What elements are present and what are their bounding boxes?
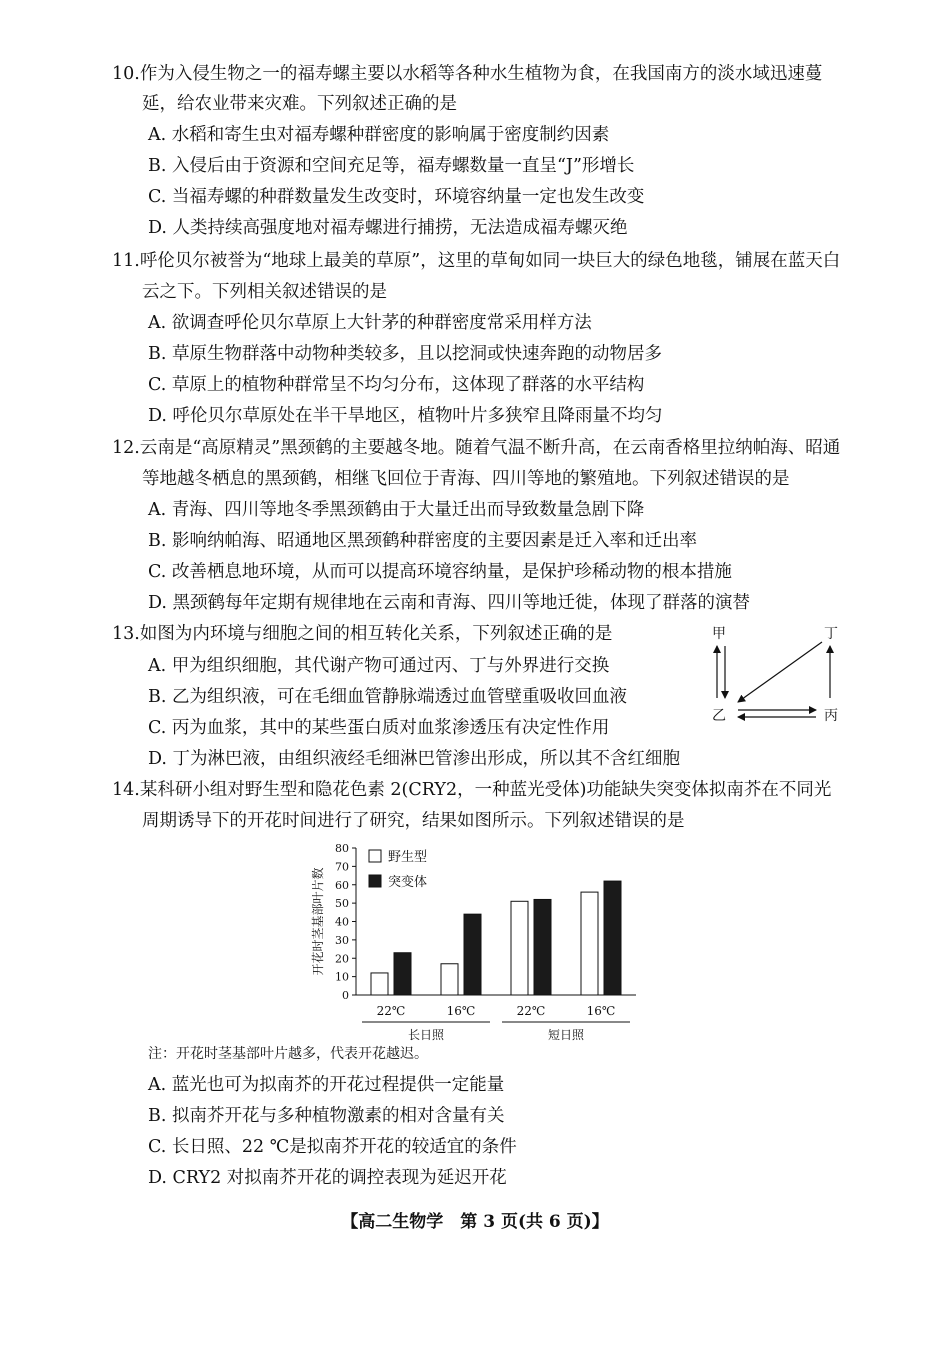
y-tick-label: 0 bbox=[342, 989, 349, 1002]
y-tick-label: 30 bbox=[335, 933, 349, 947]
y-tick-label: 10 bbox=[335, 970, 349, 984]
x-tick-label: 16℃ bbox=[446, 1004, 476, 1018]
q11-option-d: D. 呼伦贝尔草原处在半干旱地区，植物叶片多狭窄且降雨量不均匀 bbox=[148, 406, 663, 426]
legend-label: 突变体 bbox=[388, 875, 428, 890]
legend-label: 野生型 bbox=[388, 850, 428, 865]
q14-option-d: D. CRY2 对拟南芥开花的调控表现为延迟开花 bbox=[148, 1168, 507, 1188]
chart-note: 注：开花时茎基部叶片越多，代表开花越迟。 bbox=[148, 1046, 428, 1062]
q14-stem-line2: 周期诱导下的开花时间进行了研究，结果如图所示。下列叙述错误的是 bbox=[142, 811, 685, 831]
y-tick-label: 20 bbox=[335, 952, 349, 966]
q13-option-d: D. 丁为淋巴液，由组织液经毛细淋巴管渗出形成，所以其不含红细胞 bbox=[148, 749, 681, 769]
x-tick-label: 16℃ bbox=[586, 1004, 616, 1018]
q12-option-c: C. 改善栖息地环境，从而可以提高环境容纳量，是保护珍稀动物的根本措施 bbox=[148, 562, 732, 582]
bar-mutant bbox=[394, 953, 411, 995]
q13-option-b: B. 乙为组织液，可在毛细血管静脉端透过血管壁重吸收回血液 bbox=[148, 687, 627, 707]
bar-wild-type bbox=[511, 901, 528, 995]
q11-option-a: A. 欲调查呼伦贝尔草原上大针茅的种群密度常采用样方法 bbox=[148, 313, 592, 333]
q12-option-a: A. 青海、四川等地冬季黑颈鹤由于大量迁出而导致数量急剧下降 bbox=[148, 500, 645, 520]
q13-option-c: C. 丙为血浆，其中的某些蛋白质对血浆渗透压有决定性作用 bbox=[148, 718, 610, 738]
q10-option-c: C. 当福寿螺的种群数量发生改变时，环境容纳量一定也发生改变 bbox=[148, 187, 645, 207]
bar-wild-type bbox=[441, 964, 458, 995]
q14-option-c: C. 长日照、22 ℃是拟南芥开花的较适宜的条件 bbox=[148, 1137, 517, 1157]
q10-option-d: D. 人类持续高强度地对福寿螺进行捕捞，无法造成福寿螺灭绝 bbox=[148, 218, 628, 238]
y-tick-label: 50 bbox=[335, 897, 349, 911]
body-fluid-diagram bbox=[700, 620, 860, 730]
label-yi: 乙 bbox=[712, 708, 726, 724]
q10-option-b: B. 入侵后由于资源和空间充足等，福寿螺数量一直呈“J”形增长 bbox=[148, 156, 635, 176]
label-bing: 丙 bbox=[824, 708, 838, 724]
y-axis-label: 开花时茎基部叶片数 bbox=[311, 867, 325, 976]
q13-stem-line1: 13.如图为内环境与细胞之间的相互转化关系，下列叙述正确的是 bbox=[112, 624, 613, 644]
q14-option-b: B. 拟南芥开花与多种植物激素的相对含量有关 bbox=[148, 1106, 505, 1126]
q10-stem-line2: 延，给农业带来灾难。下列叙述正确的是 bbox=[142, 94, 457, 114]
q11-stem-line2: 云之下。下列相关叙述错误的是 bbox=[142, 282, 387, 302]
y-tick-label: 60 bbox=[335, 878, 349, 892]
arrow-ding-to-yi bbox=[738, 642, 822, 702]
legend-swatch bbox=[369, 875, 381, 887]
q11-stem-line1: 11.呼伦贝尔被誉为“地球上最美的草原”，这里的草甸如同一块巨大的绿色地毯，铺展在蓝天白 bbox=[112, 251, 841, 271]
bar-mutant bbox=[464, 914, 481, 995]
x-tick-label: 22℃ bbox=[516, 1004, 546, 1018]
bar-wild-type bbox=[581, 892, 598, 995]
y-tick-label: 40 bbox=[335, 915, 349, 929]
flowering-bar-chart bbox=[300, 840, 650, 1045]
q12-option-b: B. 影响纳帕海、昭通地区黑颈鹤种群密度的主要因素是迁入率和迁出率 bbox=[148, 531, 697, 551]
q14-stem-line1: 14.某科研小组对野生型和隐花色素 2(CRY2，一种蓝光受体)功能缺失突变体拟南芥在不同光 bbox=[112, 780, 832, 800]
q12-stem-line2: 等地越冬栖息的黑颈鹤，相继飞回位于青海、四川等地的繁殖地。下列叙述错误的是 bbox=[142, 469, 790, 489]
bar-mutant bbox=[604, 881, 621, 995]
legend-swatch bbox=[369, 850, 381, 862]
q12-stem-line1: 12.云南是“高原精灵”黑颈鹤的主要越冬地。随着气温不断升高，在云南香格里拉纳帕海、昭通 bbox=[112, 438, 841, 458]
label-ding: 丁 bbox=[824, 626, 838, 642]
group-label: 短日照 bbox=[547, 1028, 585, 1042]
q10-stem-line1: 10.作为入侵生物之一的福寿螺主要以水稻等各种水生植物为食，在我国南方的淡水域迅速蔓 bbox=[112, 64, 823, 84]
q10-option-a: A. 水稻和寄生虫对福寿螺种群密度的影响属于密度制约因素 bbox=[148, 125, 610, 145]
y-tick-label: 70 bbox=[335, 860, 349, 874]
q12-option-d: D. 黑颈鹤每年定期有规律地在云南和青海、四川等地迁徙，体现了群落的演替 bbox=[148, 593, 751, 613]
bar-mutant bbox=[534, 899, 551, 995]
bar-wild-type bbox=[371, 973, 388, 995]
page-footer: 【高二生物学 第 3 页(共 6 页)】 bbox=[341, 1212, 609, 1232]
q13-option-a: A. 甲为组织细胞，其代谢产物可通过丙、丁与外界进行交换 bbox=[148, 656, 610, 676]
group-label: 长日照 bbox=[407, 1028, 445, 1042]
x-tick-label: 22℃ bbox=[376, 1004, 406, 1018]
q14-option-a: A. 蓝光也可为拟南芥的开花过程提供一定能量 bbox=[148, 1075, 505, 1095]
y-tick-label: 80 bbox=[335, 842, 349, 855]
label-jia: 甲 bbox=[712, 626, 726, 642]
q11-option-c: C. 草原上的植物种群常呈不均匀分布，这体现了群落的水平结构 bbox=[148, 375, 645, 395]
q11-option-b: B. 草原生物群落中动物种类较多，且以挖洞或快速奔跑的动物居多 bbox=[148, 344, 662, 364]
